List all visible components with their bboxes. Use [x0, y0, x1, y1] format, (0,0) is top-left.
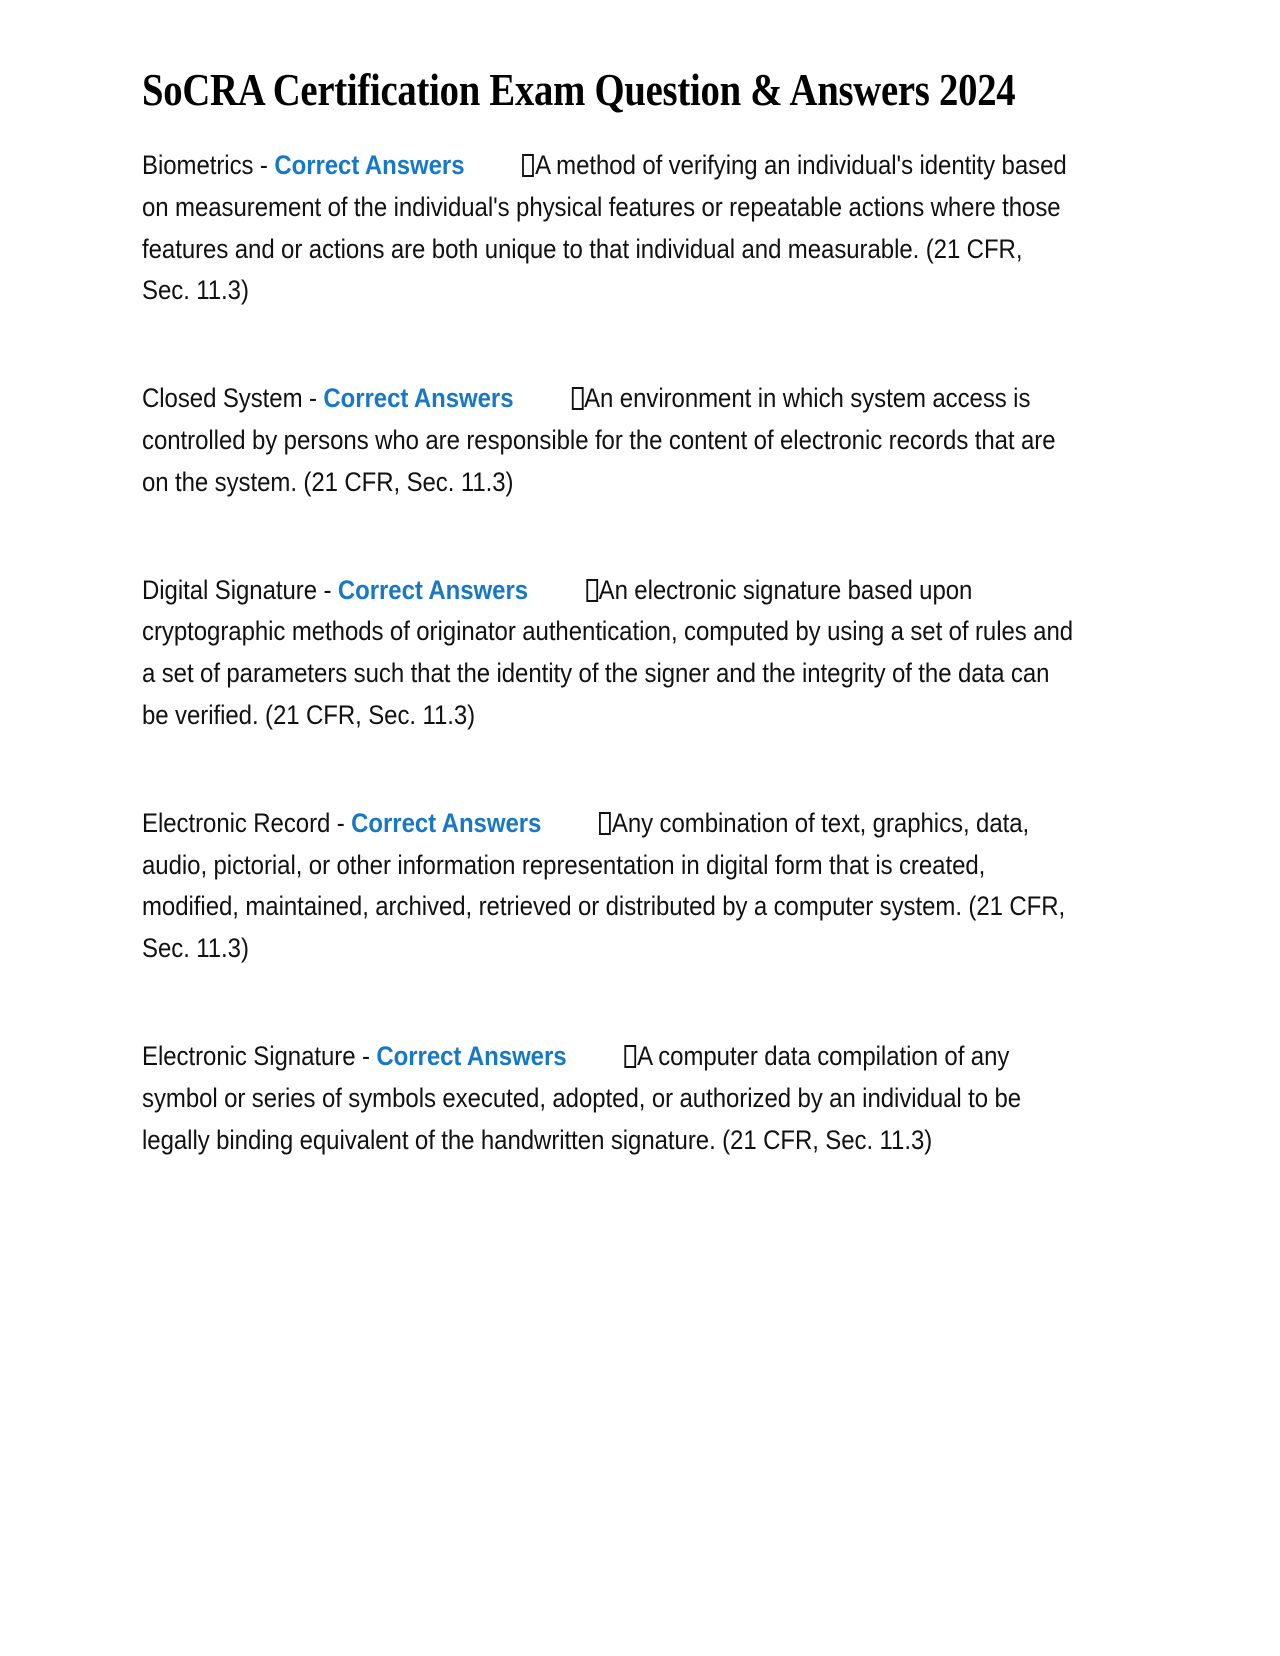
term-label: Electronic Signature: [142, 1040, 356, 1071]
missing-glyph-icon: [586, 579, 598, 602]
answer-text: A computer data compilation of any symbol or series of symbols executed, adopted, or authorized by an individual to be legally binding equivalent of the handwritten signature. (21 CFR, Sec. 11.3): [142, 1040, 1022, 1155]
term-label: Digital Signature: [142, 574, 318, 605]
answer-text: A method of verifying an individual's identity based on measurement of the individual's physical features or repeatable actions where those features and or actions are both unique to that individual and measurable. (21 CFR, Sec. 11.3): [142, 150, 1067, 306]
correct-answers-label: Correct Answers: [351, 807, 542, 838]
term-label: Closed System: [142, 383, 303, 414]
qa-entry-electronic-signature: [142, 1036, 1075, 1161]
missing-glyph-icon: [522, 154, 534, 177]
qa-entry-electronic-record: [142, 803, 1075, 970]
missing-glyph-icon: [571, 387, 583, 410]
correct-answers-label: Correct Answers: [337, 574, 529, 605]
term-label: Biometrics: [142, 150, 254, 180]
answer-text: Any combination of text, graphics, data, audio, pictorial, or other information representation in digital form that is created, modified, maintained, archived, retrieved or distributed by a computer system. (21 CFR, Sec. 11.3): [142, 807, 1066, 964]
page-title: SoCRA Certification Exam Question & Answers 2024: [142, 65, 1016, 115]
term-label: Electronic Record: [142, 807, 331, 838]
qa-entry-closed-system: [142, 378, 1075, 503]
correct-answers-label: Correct Answers: [376, 1040, 567, 1071]
answer-text: An electronic signature based upon cryptographic methods of originator authentication, computed by using a set of rules and a set of parameters such that the identity of the signer and the integrity of the data can be verified. (21 CFR, Sec. 11.3): [142, 574, 1074, 730]
missing-glyph-icon: [624, 1045, 636, 1068]
term-separator: -: [330, 807, 352, 838]
correct-answers-label: Correct Answers: [323, 383, 514, 414]
term-separator: -: [253, 150, 275, 180]
term-separator: -: [355, 1040, 377, 1071]
qa-list: [142, 145, 1075, 1161]
term-separator: -: [302, 383, 324, 414]
qa-entry-biometrics: [142, 145, 1075, 312]
correct-answers-label: Correct Answers: [274, 150, 465, 180]
qa-entry-digital-signature: [142, 570, 1075, 737]
term-separator: -: [317, 574, 338, 605]
answer-text: An environment in which system access is controlled by persons who are responsible for the content of electronic records that are on the system. (21 CFR, Sec. 11.3): [142, 383, 1056, 497]
missing-glyph-icon: [599, 812, 611, 835]
